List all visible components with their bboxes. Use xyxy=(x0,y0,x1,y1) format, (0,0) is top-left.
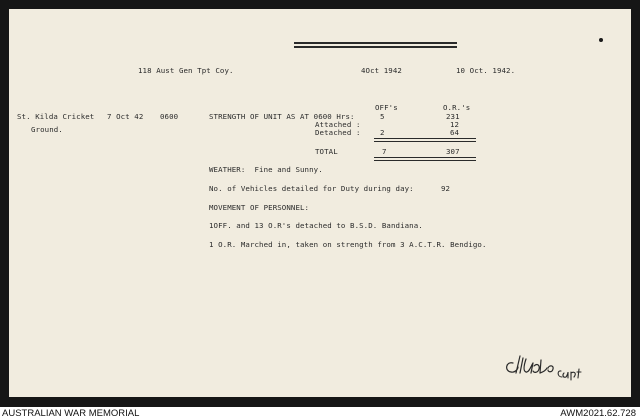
place-line2: Ground. xyxy=(31,125,63,134)
movement-line-1: 1OFF. and 13 O.R's detached to B.S.D. Bandiana. xyxy=(209,221,423,230)
event-date: 7 Oct 42 xyxy=(107,112,144,121)
war-diary-page xyxy=(9,9,631,397)
total-ors: 307 xyxy=(446,147,460,156)
entry-date: 10 Oct. 1942. xyxy=(456,66,516,75)
diary-month: 4Oct 1942 xyxy=(361,66,402,75)
detached-label: Detached : xyxy=(315,128,361,137)
total-offs: 7 xyxy=(382,147,387,156)
col-header-offs: OFF's xyxy=(375,103,398,112)
movement-heading: MOVEMENT OF PERSONNEL: xyxy=(209,203,310,212)
event-time: 0600 xyxy=(160,112,179,121)
attached-label: Attached : xyxy=(315,120,361,129)
unit-name: 118 Aust Gen Tpt Coy. xyxy=(138,66,234,75)
ink-mark xyxy=(599,38,603,42)
total-label: TOTAL xyxy=(315,147,338,156)
col-header-ors: O.R.'s xyxy=(443,103,471,112)
total-rule-top-1 xyxy=(374,138,476,139)
detached-ors: 64 xyxy=(450,128,460,137)
attached-ors: 12 xyxy=(450,120,460,129)
header-rule-bottom xyxy=(294,46,457,48)
archive-credit: AUSTRALIAN WAR MEMORIAL xyxy=(2,408,140,419)
vehicles-value: 92 xyxy=(441,184,451,193)
place-line1: St. Kilda Cricket xyxy=(17,112,95,121)
handwritten-signature xyxy=(501,349,611,381)
total-rule-top-2 xyxy=(374,141,476,142)
strength-title: STRENGTH OF UNIT AS AT 0600 Hrs: xyxy=(209,112,355,121)
strength-row-offs: 5 xyxy=(380,112,385,121)
detached-offs: 2 xyxy=(380,128,385,137)
total-rule-bottom-1 xyxy=(374,157,476,158)
movement-line-2: 1 O.R. Marched in, taken on strength from 3 A.C.T.R. Bendigo. xyxy=(209,240,487,249)
vehicles-label: No. of Vehicles detailed for Duty during day: xyxy=(209,184,414,193)
weather-line: WEATHER: Fine and Sunny. xyxy=(209,165,323,174)
strength-row-ors: 231 xyxy=(446,112,460,121)
total-rule-bottom-2 xyxy=(374,160,476,161)
header-rule-top xyxy=(294,42,457,44)
archive-reference: AWM2021.62.728 xyxy=(560,408,636,419)
